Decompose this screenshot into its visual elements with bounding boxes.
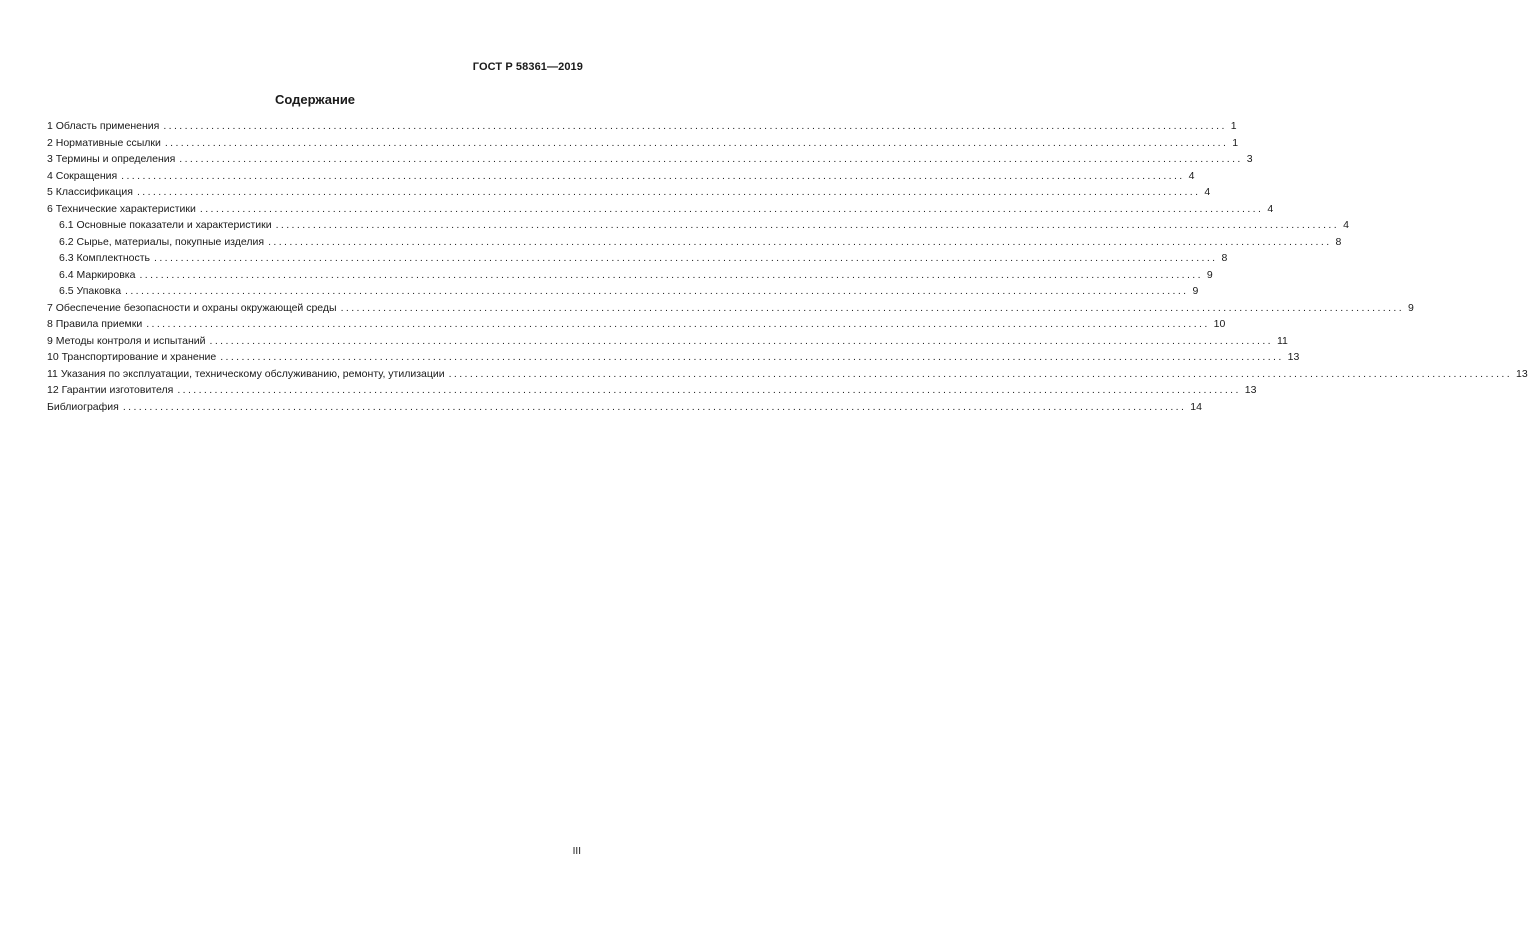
toc-entry[interactable] bbox=[47, 366, 1528, 383]
toc-leader-dots: ........................................................................................................................................................................................................ bbox=[220, 351, 1284, 363]
toc-entry[interactable] bbox=[47, 349, 1300, 366]
toc-entry-page: 3 bbox=[1246, 153, 1253, 165]
toc-entry-page: 13 bbox=[1244, 384, 1257, 396]
toc-entry[interactable] bbox=[47, 184, 1211, 201]
toc-entry-label: 2 Нормативные ссылки bbox=[47, 136, 161, 149]
toc-entry-page: 4 bbox=[1204, 186, 1211, 198]
toc-entry-page: 9 bbox=[1206, 268, 1213, 281]
toc-entry-page: 4 bbox=[1267, 202, 1274, 215]
toc-entry-page: 10 bbox=[1213, 318, 1226, 330]
toc-entry-label: 8 Правила приемки bbox=[47, 318, 143, 330]
toc-entry-page: 4 bbox=[1188, 169, 1195, 182]
toc-leader-dots: ........................................................................................................................................................................................................ bbox=[139, 268, 1203, 281]
toc-leader-dots: ........................................................................................................................................................................................................ bbox=[199, 202, 1264, 215]
toc-entry-page: 8 bbox=[1221, 252, 1228, 264]
toc-entry[interactable] bbox=[47, 283, 1199, 300]
toc-entry-page: 4 bbox=[1343, 219, 1349, 231]
toc-entry-label: 6.4 Маркировка bbox=[59, 268, 136, 281]
toc-entry[interactable] bbox=[47, 168, 1195, 185]
toc-entry[interactable] bbox=[47, 135, 1239, 152]
toc-entry-label: 9 Методы контроля и испытаний bbox=[47, 334, 206, 347]
toc-entry-label: 6.1 Основные показатели и характеристики bbox=[59, 219, 272, 231]
toc-entry[interactable] bbox=[47, 382, 1257, 399]
table-of-contents bbox=[47, 118, 1528, 415]
toc-entry-label: 11 Указания по эксплуатации, техническому обслуживанию, ремонту, утилизации bbox=[47, 367, 445, 380]
toc-entry-label: 10 Транспортирование и хранение bbox=[47, 351, 217, 363]
toc-entry-page: 9 bbox=[1408, 301, 1414, 314]
toc-leader-dots: ........................................................................................................................................................................................................ bbox=[268, 235, 1332, 248]
toc-entry-label: 6.3 Комплектность bbox=[59, 252, 151, 264]
toc-entry[interactable] bbox=[47, 250, 1228, 267]
toc-entry-label: 3 Термины и определения bbox=[47, 153, 176, 165]
toc-leader-dots: ........................................................................................................................................................................................................ bbox=[275, 219, 1340, 231]
toc-leader-dots: ........................................................................................................................................................................................................ bbox=[146, 318, 1210, 330]
toc-entry[interactable] bbox=[47, 118, 1237, 135]
toc-title: Содержание bbox=[274, 92, 356, 107]
toc-entry-label: 6.5 Упаковка bbox=[59, 285, 122, 297]
toc-leader-dots: ........................................................................................................................................................................................................ bbox=[154, 252, 1218, 264]
toc-entry-label: 5 Классификация bbox=[47, 186, 133, 198]
toc-entry[interactable] bbox=[47, 201, 1274, 218]
toc-entry[interactable] bbox=[47, 300, 1414, 317]
toc-entry-label: 7 Обеспечение безопасности и охраны окружающей среды bbox=[47, 301, 337, 314]
toc-leader-dots: ........................................................................................................................................................................................................ bbox=[164, 136, 1229, 149]
toc-leader-dots: ........................................................................................................................................................................................................ bbox=[163, 120, 1227, 132]
document-code: ГОСТ Р 58361—2019 bbox=[472, 61, 583, 73]
toc-entry-page: 1 bbox=[1230, 120, 1237, 132]
toc-leader-dots: ........................................................................................................................................................................................................ bbox=[177, 384, 1241, 396]
toc-leader-dots: ........................................................................................................................................................................................................ bbox=[448, 367, 1513, 380]
toc-entry[interactable] bbox=[47, 399, 1202, 416]
toc-entry[interactable] bbox=[47, 234, 1342, 251]
toc-entry-label: 12 Гарантии изготовителя bbox=[47, 384, 174, 396]
toc-entry-page: 13 bbox=[1516, 367, 1528, 380]
toc-entry-label: 1 Область применения bbox=[47, 120, 160, 132]
toc-entry-label: 6.2 Сырье, материалы, покупные изделия bbox=[59, 235, 265, 248]
page-number: III bbox=[572, 846, 581, 857]
toc-entry-page: 9 bbox=[1192, 285, 1199, 297]
toc-leader-dots: ........................................................................................................................................................................................................ bbox=[121, 169, 1185, 182]
toc-entry-page: 11 bbox=[1276, 334, 1288, 347]
toc-leader-dots: ........................................................................................................................................................................................................ bbox=[122, 400, 1187, 413]
toc-leader-dots: ........................................................................................................................................................................................................ bbox=[209, 334, 1273, 347]
toc-entry-page: 1 bbox=[1232, 136, 1239, 149]
toc-entry-label: 4 Сокращения bbox=[47, 169, 118, 182]
toc-leader-dots: ........................................................................................................................................................................................................ bbox=[125, 285, 1189, 297]
toc-entry-label: Библиография bbox=[47, 400, 119, 413]
toc-entry[interactable] bbox=[47, 151, 1253, 168]
toc-entry-label: 6 Технические характеристики bbox=[47, 202, 196, 215]
toc-entry[interactable] bbox=[47, 217, 1349, 234]
toc-entry[interactable] bbox=[47, 316, 1226, 333]
toc-entry-page: 14 bbox=[1190, 400, 1202, 413]
toc-leader-dots: ........................................................................................................................................................................................................ bbox=[179, 153, 1243, 165]
toc-entry[interactable] bbox=[47, 267, 1213, 284]
toc-entry-page: 8 bbox=[1335, 235, 1342, 248]
toc-leader-dots: ........................................................................................................................................................................................................ bbox=[136, 186, 1201, 198]
toc-entry[interactable] bbox=[47, 333, 1288, 350]
toc-leader-dots: ........................................................................................................................................................................................................ bbox=[340, 301, 1405, 314]
toc-entry-page: 13 bbox=[1287, 351, 1300, 363]
